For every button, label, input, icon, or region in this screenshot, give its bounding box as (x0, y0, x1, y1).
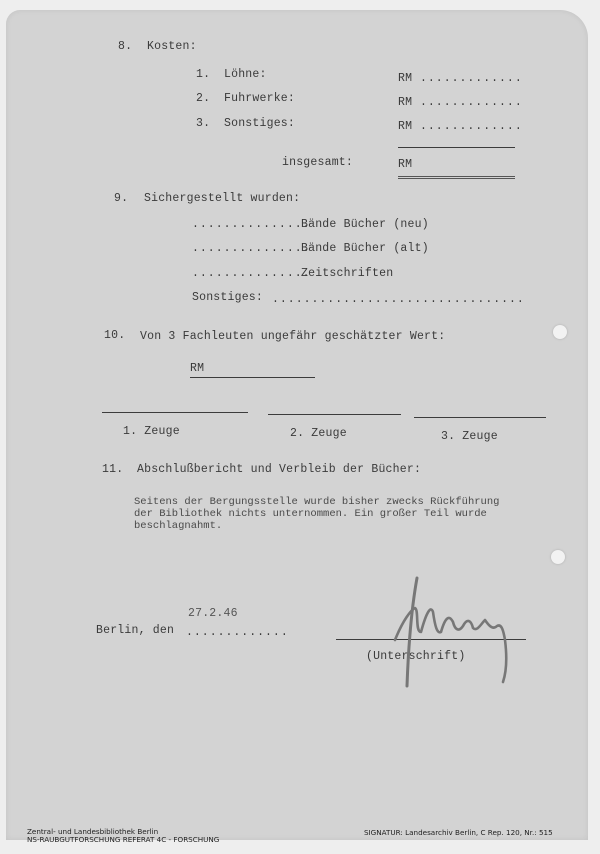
total-currency: RM (398, 158, 413, 171)
handwritten-signature (385, 570, 525, 690)
footer-department: NS-RAUBGUTFORSCHUNG REFERAT 4C - FORSCHUNG (27, 835, 220, 844)
secured-periodicals-label: Zeitschriften (301, 267, 394, 280)
cost-item-2-num: 2. (196, 92, 211, 105)
cost-item-1-currency: RM (398, 72, 413, 85)
report-line-3: beschlagnahmt. (134, 520, 223, 532)
secured-other-label: Sonstiges: (192, 291, 264, 304)
cost-item-3-num: 3. (196, 117, 211, 130)
secured-periodicals-blank[interactable]: ............... (192, 267, 311, 280)
sum-line (398, 147, 515, 148)
cost-item-2-value[interactable]: ............. (420, 96, 523, 109)
cost-item-1-num: 1. (196, 68, 211, 81)
cost-item-3-label: Sonstiges: (224, 117, 296, 130)
place-label: Berlin, den (96, 624, 175, 637)
cost-item-1-value[interactable]: ............. (420, 72, 523, 85)
witness-2-line[interactable] (268, 414, 401, 415)
secured-other-blank[interactable]: ................................ (272, 293, 525, 306)
cost-item-3-value[interactable]: ............. (420, 120, 523, 133)
cost-item-3-currency: RM (398, 120, 413, 133)
secured-old-label: Bände Bücher (alt) (301, 242, 429, 255)
section10-number: 10. (104, 329, 126, 342)
section11-title: Abschlußbericht und Verbleib der Bücher: (137, 463, 422, 476)
punch-hole-top (553, 325, 567, 339)
section8-title: Kosten: (147, 40, 197, 53)
section9-number: 9. (114, 192, 129, 205)
date-value: 27.2.46 (188, 607, 238, 620)
witness-1-line[interactable] (102, 412, 248, 413)
total-label: insgesamt: (282, 156, 354, 169)
document-page (6, 10, 588, 840)
section11-number: 11. (102, 463, 124, 476)
witness-1-label: 1. Zeuge (123, 425, 180, 438)
secured-new-blank[interactable]: ............... (192, 218, 311, 231)
witness-2-label: 2. Zeuge (290, 427, 347, 440)
cost-item-1-label: Löhne: (224, 68, 267, 81)
report-line-2: der Bibliothek nichts unternommen. Ein großer Teil wurde (134, 508, 487, 520)
signature-label: (Unterschrift) (366, 650, 466, 663)
report-line-1: Seitens der Bergungsstelle wurde bisher zwecks Rückführung (134, 496, 500, 508)
section8-number: 8. (118, 40, 133, 53)
section10-title: Von 3 Fachleuten ungefähr geschätzter Wert: (140, 330, 446, 343)
secured-new-label: Bände Bücher (neu) (301, 218, 429, 231)
secured-old-blank[interactable]: ............... (192, 242, 311, 255)
section9-title: Sichergestellt wurden: (144, 192, 301, 205)
total-double-line (398, 176, 515, 179)
value-currency: RM (190, 362, 205, 375)
value-line[interactable] (190, 377, 315, 378)
cost-item-2-currency: RM (398, 96, 413, 109)
witness-3-label: 3. Zeuge (441, 430, 498, 443)
date-blank[interactable]: ............. (186, 626, 289, 639)
punch-hole-bottom (551, 550, 565, 564)
footer-signatur: SIGNATUR: Landesarchiv Berlin, C Rep. 120, Nr.: 515 (364, 828, 553, 837)
cost-item-2-label: Fuhrwerke: (224, 92, 296, 105)
witness-3-line[interactable] (414, 417, 546, 418)
footer-institution: Zentral- und Landesbibliothek Berlin (27, 827, 159, 836)
